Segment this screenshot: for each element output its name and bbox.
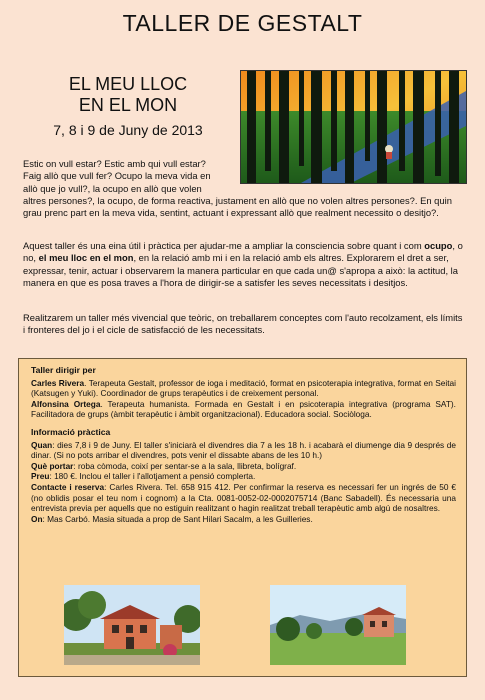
info-quan-text: : dies 7,8 i 9 de Juny. El taller s'iniciarà el divendres dia 7 a les 18 h. i acabarà el diumenge dia 9 després de dinar. (Si no pots arribar el divendres, pots venir el dissabte abans de les 10 h.)	[31, 439, 456, 461]
info-preu-text: : 180 €. Inclou el taller i l'allotjament a pensió complerta.	[49, 471, 256, 482]
intro-p1-line1: Estic on vull estar? Estic amb qui vull estar?	[23, 158, 206, 169]
intro-p3-text: Realitzarem un taller més vivencial que teòric, on treballarem conceptes com l'auto recolzament, els límits i fronteres del jo i el cicle de satisfacció de les necessitats.	[23, 312, 463, 336]
intro-paragraph-3	[23, 312, 463, 337]
facilitator-alfonsina-desc: . Terapeuta humanista. Formada en Gestalt i en psicoterapia integrativa (programa SAT). Facilitadora de grups (àmbit terapèutic i àmbit organitzacional). Educadora social. Sociòloga.	[31, 398, 456, 420]
intro-paragraph-1-rest	[23, 195, 463, 220]
intro-p2-text-c: , o no,	[23, 240, 463, 264]
info-quan	[31, 440, 456, 461]
intro-p2-text-d: , en la relació amb mi i en la relació amb els altres. Explorarem el dret a ser, expressar, tenir, actuar i observarem la manera particular en que cada un@ s'apropa a això: la actitud, la manera en que es posa traves a l'hora de dirigir-se a satisfer les seves necessitats i desitjos.	[23, 252, 458, 289]
forest-painting-image	[240, 70, 467, 184]
info-preu	[31, 471, 456, 482]
intro-paragraph-1	[23, 158, 235, 195]
garden-photo	[270, 585, 406, 665]
info-contacte	[31, 482, 456, 514]
page-title: TALLER DE GESTALT	[122, 10, 363, 36]
info-on-text: : Mas Carbó. Masia situada a prop de Sant Hilari Sacalm, a les Guilleries.	[42, 513, 313, 524]
event-dates: 7, 8 i 9 de Juny de 2013	[53, 122, 203, 138]
facilitator-carles-desc: . Terapeuta Gestalt, professor de ioga i meditació, format en psicoterapia integrativa, format en Seitai (Katsugen y Yuki). Coordinador de grups terapèutics i de creixement personal.	[31, 377, 457, 399]
intro-p2-text-a: Aquest taller és una eina útil i pràctica per ajudar-me a ampliar la consciencia sobre quant i com	[23, 240, 425, 251]
info-portar-label: Què portar	[31, 460, 74, 471]
facilitators-heading: Taller dirigir per	[31, 365, 96, 375]
info-portar	[31, 461, 456, 472]
event-title-line2: EN EL MON	[78, 95, 178, 115]
facilitator-carles	[31, 378, 456, 399]
intro-paragraph-2	[23, 240, 463, 290]
intro-p1-line2: Faig allò que vull fer? Ocupo la meva vida en	[23, 170, 211, 182]
facilitator-alfonsina	[31, 399, 456, 420]
masia-house-photo	[64, 585, 200, 665]
event-title-block	[28, 74, 228, 140]
info-contacte-text: : Carles Rivera. Tel. 658 915 412. Per confirmar la reserva es necessari fer un ingrés de 50 € (no oblidis posar el teu nom i cognom) a la Cta. 0081-0052-02-0002075714 (Banc Sabadell). És necessaria una entrevista previa per aquells que no estiguin realitzant o hagin realitzat treball terapèutic amb algú de nosaltres.	[31, 481, 456, 514]
event-title-line1: EL MEU LLOC	[68, 74, 188, 94]
facilitator-carles-name: Carles Rivera	[31, 377, 85, 388]
info-quan-label: Quan	[31, 439, 53, 450]
info-contacte-label: Contacte i reserva	[31, 481, 105, 492]
intro-p2-bold-ocupo: ocupo	[424, 240, 453, 251]
intro-p1-rest: altres persones?, la ocupo, de forma reactiva, justament en allò que no volen altres persones?. En quin grau prenc part en la meva vida, sentint, actuant i expressant allò que realment necessito o desitjo?.	[23, 195, 452, 219]
info-on	[31, 514, 456, 525]
intro-p2-bold-lloc: el meu lloc en el mon	[38, 252, 134, 264]
info-preu-label: Preu	[31, 471, 50, 482]
practical-info-heading: Informació pràctica	[31, 426, 111, 437]
facilitator-alfonsina-name: Alfonsina Ortega	[31, 398, 101, 409]
intro-p1-line3: allò que jo vull?, la ocupo en allò que volen	[23, 182, 202, 194]
info-on-label: On	[31, 513, 43, 524]
info-portar-text: : roba còmoda, coixí per sentar-se a la sala, llibreta, bolígraf.	[73, 460, 297, 471]
